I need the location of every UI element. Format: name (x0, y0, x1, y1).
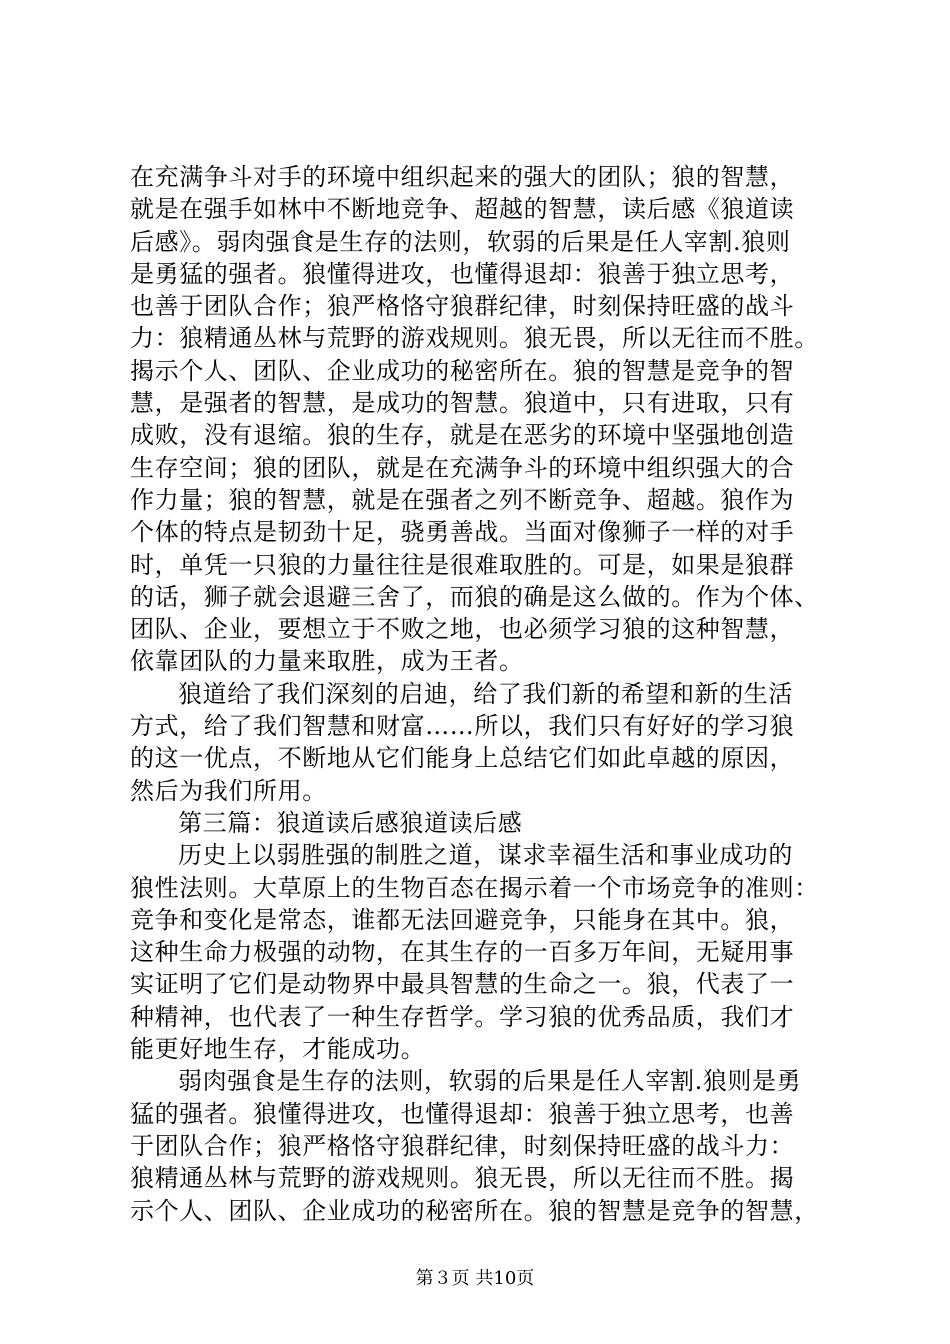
section-heading: 第三篇：狼道读后感狼道读后感 (178, 808, 523, 837)
text-line: 方式，给了我们智慧和财富……所以，我们只有好好的学习狼 (130, 712, 795, 741)
text-line: 揭示个人、团队、企业成功的秘密所在。狼的智慧是竞争的智 (130, 356, 795, 385)
text-line: 于团队合作；狼严格恪守狼群纪律，时刻保持旺盛的战斗力： (130, 1131, 795, 1160)
text-line: 实证明了它们是动物界中最具智慧的生命之一。狼，代表了一 (130, 970, 795, 999)
text-line: 团队、企业，要想立于不败之地，也必须学习狼的这种智慧， (130, 615, 795, 644)
text-line: 在充满争斗对手的环境中组织起来的强大的团队；狼的智慧， (130, 163, 795, 191)
text-line: 狼性法则。大草原上的生物百态在揭示着一个市场竞争的准则： (130, 873, 819, 902)
text-line: 然后为我们所用。 (130, 776, 327, 805)
text-line: 慧，是强者的智慧，是成功的智慧。狼道中，只有进取，只有 (130, 389, 795, 418)
text-line: 狼精通丛林与荒野的游戏规则。狼无畏，所以无往而不胜。揭 (130, 1164, 795, 1193)
text-line: 的话，狮子就会退避三舍了，而狼的确是这么做的。作为个体、 (130, 582, 819, 611)
text-line: 能更好地生存，才能成功。 (130, 1035, 426, 1064)
body-text (130, 161, 830, 1227)
text-line: 是勇猛的强者。狼懂得进攻，也懂得退却：狼善于独立思考， (130, 259, 795, 288)
text-line: 这种生命力极强的动物，在其生存的一百多万年间，无疑用事 (130, 938, 795, 967)
text-line: 成败，没有退缩。狼的生存，就是在恶劣的环境中坚强地创造 (130, 421, 795, 450)
text-line: 就是在强手如林中不断地竞争、超越的智慧，读后感《狼道读 (130, 195, 795, 224)
paragraph-start-line: 弱肉强食是生存的法则，软弱的后果是任人宰割.狼则是勇 (178, 1067, 802, 1096)
text-line: 后感》。弱肉强食是生存的法则，软弱的后果是任人宰割.狼则 (130, 227, 791, 256)
text-line: 也善于团队合作；狼严格恪守狼群纪律，时刻保持旺盛的战斗 (130, 292, 795, 321)
text-line: 个体的特点是韧劲十足，骁勇善战。当面对像狮子一样的对手 (130, 518, 795, 547)
text-line: 示个人、团队、企业成功的秘密所在。狼的智慧是竞争的智慧， (130, 1196, 819, 1225)
text-line: 种精神，也代表了一种生存哲学。学习狼的优秀品质，我们才 (130, 1002, 795, 1031)
text-line: 作力量；狼的智慧，就是在强者之列不断竞争、超越。狼作为 (130, 485, 795, 514)
paragraph-start-line: 狼道给了我们深刻的启迪，给了我们新的希望和新的生活 (178, 679, 793, 708)
text-line: 力：狼精通丛林与荒野的游戏规则。狼无畏，所以无往而不胜。 (130, 324, 819, 353)
page-number-footer: 第３页 共10页 (415, 1268, 535, 1289)
paragraph-start-line: 历史上以弱胜强的制胜之道，谋求幸福生活和事业成功的 (178, 841, 793, 870)
text-line: 的这一优点，不断地从它们能身上总结它们如此卓越的原因， (130, 744, 795, 773)
text-line: 猛的强者。狼懂得进攻，也懂得退却：狼善于独立思考，也善 (130, 1099, 795, 1128)
text-line: 生存空间；狼的团队，就是在充满争斗的环境中组织强大的合 (130, 453, 795, 482)
text-line: 时，单凭一只狼的力量往往是很难取胜的。可是，如果是狼群 (130, 550, 795, 579)
text-line: 依靠团队的力量来取胜，成为王者。 (130, 647, 524, 676)
text-line: 竞争和变化是常态，谁都无法回避竞争，只能身在其中。狼， (130, 905, 795, 934)
